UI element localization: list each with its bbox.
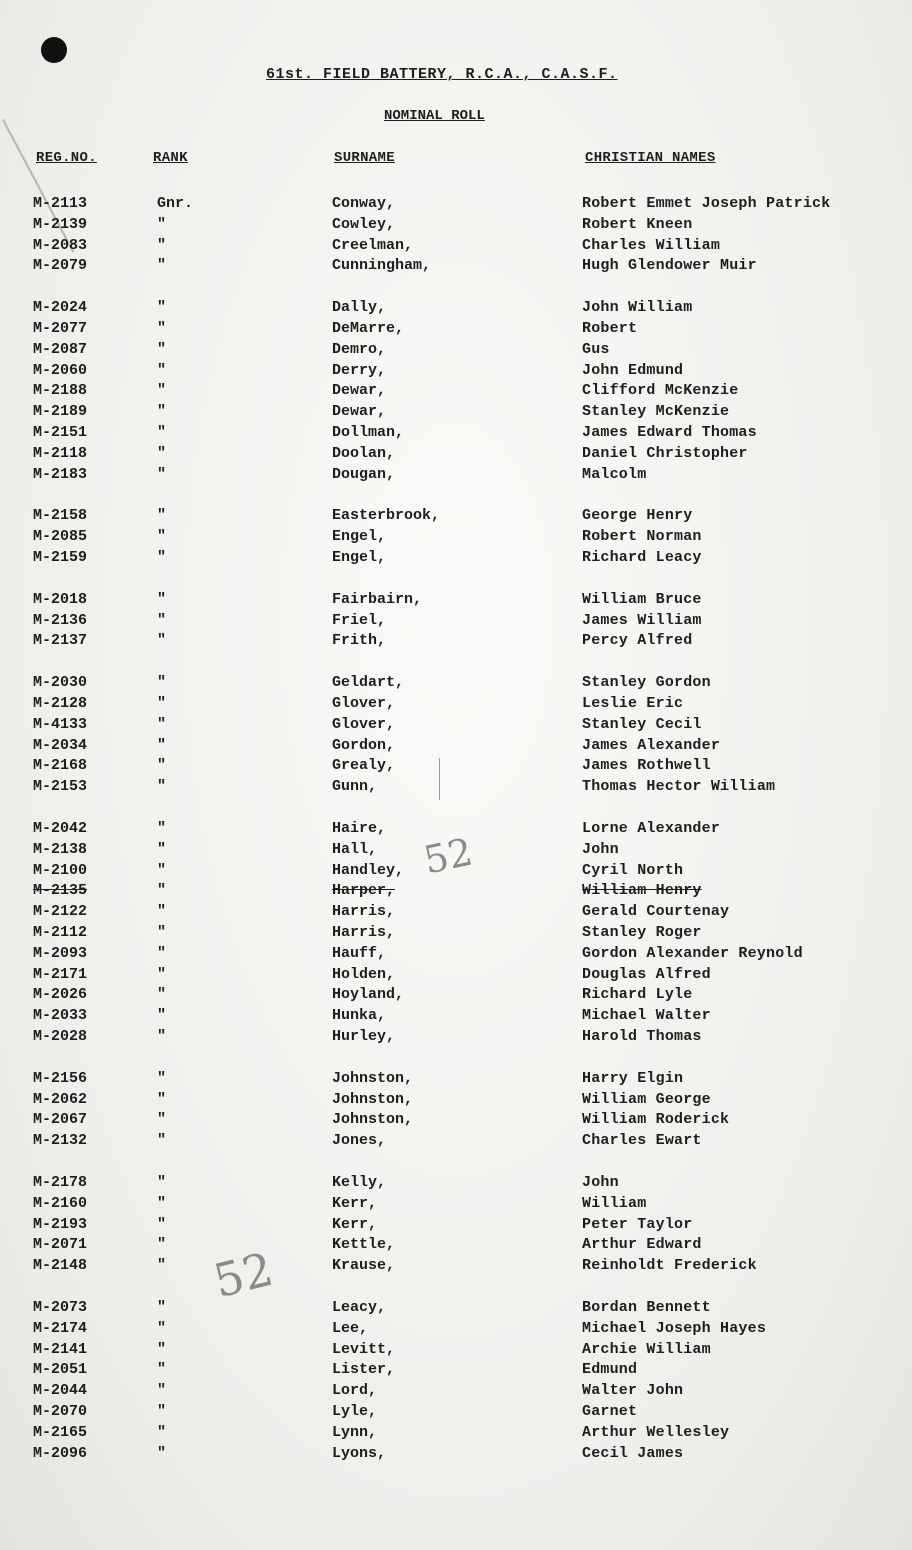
rank-cell: " (157, 549, 167, 566)
christian-names-cell: Bordan Bennett (582, 1299, 711, 1316)
table-row (0, 255, 912, 276)
reg-no-cell: M-2062 (33, 1091, 88, 1108)
surname-cell: Cowley, (332, 216, 396, 233)
reg-no-cell: M-2087 (33, 341, 88, 358)
table-row (0, 505, 912, 526)
reg-no-cell: M-2051 (33, 1361, 88, 1378)
reg-no-cell: M-2135 (33, 882, 88, 899)
rank-cell: " (157, 216, 167, 233)
christian-names-cell: Edmund (582, 1361, 638, 1378)
christian-names-cell: Robert (582, 320, 638, 337)
rank-cell: " (157, 1132, 167, 1149)
surname-cell: Harris, (332, 924, 396, 941)
table-row (0, 1005, 912, 1026)
reg-no-cell: M-2138 (33, 841, 88, 858)
rank-cell: Gnr. (157, 195, 194, 212)
surname-cell: Kerr, (332, 1195, 378, 1212)
surname-cell: Johnston, (332, 1070, 414, 1087)
surname-cell: Hurley, (332, 1028, 396, 1045)
rank-cell: " (157, 966, 167, 983)
christian-names-cell: William Bruce (582, 591, 702, 608)
reg-no-cell: M-2085 (33, 528, 88, 545)
reg-no-cell: M-2112 (33, 924, 88, 941)
christian-names-cell: Leslie Eric (582, 695, 684, 712)
reg-no-cell: M-2083 (33, 237, 88, 254)
reg-no-cell: M-2174 (33, 1320, 88, 1337)
table-row (0, 1401, 912, 1422)
column-header-surname: SURNAME (334, 150, 395, 166)
table-row (0, 1318, 912, 1339)
reg-no-cell: M-2071 (33, 1236, 88, 1253)
surname-cell: DeMarre, (332, 320, 405, 337)
rank-cell: " (157, 320, 167, 337)
surname-cell: Hauff, (332, 945, 387, 962)
column-header-reg-no: REG.NO. (36, 150, 97, 166)
christian-names-cell: William George (582, 1091, 711, 1108)
reg-no-cell: M-2136 (33, 612, 88, 629)
reg-no-cell: M-4133 (33, 716, 88, 733)
surname-cell: Dally, (332, 299, 387, 316)
reg-no-cell: M-2139 (33, 216, 88, 233)
table-row (0, 1193, 912, 1214)
surname-cell: Doolan, (332, 445, 396, 462)
document-subtitle: NOMINAL ROLL (384, 108, 485, 124)
pencil-annotation: 52 (208, 1241, 279, 1309)
rank-cell: " (157, 362, 167, 379)
rank-cell: " (157, 1382, 167, 1399)
christian-names-cell: Harold Thomas (582, 1028, 702, 1045)
reg-no-cell: M-2034 (33, 737, 88, 754)
christian-names-cell: James Edward Thomas (582, 424, 757, 441)
christian-names-cell: John Edmund (582, 362, 684, 379)
reg-no-cell: M-2165 (33, 1424, 88, 1441)
rank-cell: " (157, 612, 167, 629)
reg-no-cell: M-2113 (33, 195, 88, 212)
rank-cell: " (157, 1091, 167, 1108)
christian-names-cell: Gordon Alexander Reynold (582, 945, 803, 962)
rank-cell: " (157, 778, 167, 795)
table-row (0, 1130, 912, 1151)
surname-cell: Lynn, (332, 1424, 378, 1441)
table-row (0, 1359, 912, 1380)
christian-names-cell: Arthur Wellesley (582, 1424, 730, 1441)
reg-no-cell: M-2093 (33, 945, 88, 962)
surname-cell: Johnston, (332, 1111, 414, 1128)
christian-names-cell: Michael Walter (582, 1007, 711, 1024)
table-row (0, 1068, 912, 1089)
christian-names-cell: Robert Kneen (582, 216, 693, 233)
rank-cell: " (157, 757, 167, 774)
column-header-rank: RANK (153, 150, 188, 166)
reg-no-cell: M-2024 (33, 299, 88, 316)
christian-names-cell: Harry Elgin (582, 1070, 684, 1087)
table-row (0, 610, 912, 631)
rank-cell: " (157, 945, 167, 962)
document-title: 61st. FIELD BATTERY, R.C.A., C.A.S.F. (266, 66, 618, 83)
rank-cell: " (157, 1403, 167, 1420)
punch-hole (41, 37, 67, 63)
reg-no-cell: M-2188 (33, 382, 88, 399)
christian-names-cell: Charles Ewart (582, 1132, 702, 1149)
rank-cell: " (157, 1174, 167, 1191)
surname-cell: Kerr, (332, 1216, 378, 1233)
table-row (0, 526, 912, 547)
surname-cell: Lord, (332, 1382, 378, 1399)
christian-names-cell: Thomas Hector William (582, 778, 776, 795)
table-row (0, 547, 912, 568)
christian-names-cell: Gerald Courtenay (582, 903, 730, 920)
table-row (0, 589, 912, 610)
surname-cell: Levitt, (332, 1341, 396, 1358)
table-row (0, 672, 912, 693)
reg-no-cell: M-2189 (33, 403, 88, 420)
reg-no-cell: M-2044 (33, 1382, 88, 1399)
surname-cell: Glover, (332, 695, 396, 712)
table-row (0, 714, 912, 735)
surname-cell: Johnston, (332, 1091, 414, 1108)
reg-no-cell: M-2158 (33, 507, 88, 524)
christian-names-cell: Charles William (582, 237, 721, 254)
table-row (0, 943, 912, 964)
reg-no-cell: M-2073 (33, 1299, 88, 1316)
table-row (0, 422, 912, 443)
reg-no-cell: M-2122 (33, 903, 88, 920)
table-row (0, 1380, 912, 1401)
surname-cell: Dougan, (332, 466, 396, 483)
table-row (0, 318, 912, 339)
table-row (0, 339, 912, 360)
christian-names-cell: Stanley Gordon (582, 674, 711, 691)
christian-names-cell: Arthur Edward (582, 1236, 702, 1253)
christian-names-cell: William Roderick (582, 1111, 730, 1128)
christian-names-cell: Stanley Roger (582, 924, 702, 941)
surname-cell: Krause, (332, 1257, 396, 1274)
surname-cell: Gunn, (332, 778, 378, 795)
table-row (0, 776, 912, 797)
christian-names-cell: Gus (582, 341, 610, 358)
reg-no-cell: M-2141 (33, 1341, 88, 1358)
christian-names-cell: John (582, 1174, 619, 1191)
christian-names-cell: Richard Leacy (582, 549, 702, 566)
christian-names-cell: William (582, 1195, 647, 1212)
christian-names-cell: Percy Alfred (582, 632, 693, 649)
surname-cell: Creelman, (332, 237, 414, 254)
christian-names-cell: Garnet (582, 1403, 638, 1420)
table-row (0, 1026, 912, 1047)
christian-names-cell: Richard Lyle (582, 986, 693, 1003)
rank-cell: " (157, 237, 167, 254)
reg-no-cell: M-2033 (33, 1007, 88, 1024)
rank-cell: " (157, 924, 167, 941)
rank-cell: " (157, 1028, 167, 1045)
surname-cell: Dollman, (332, 424, 405, 441)
christian-names-cell: Cecil James (582, 1445, 684, 1462)
surname-cell: Hoyland, (332, 986, 405, 1003)
surname-cell: Fairbairn, (332, 591, 423, 608)
reg-no-cell: M-2018 (33, 591, 88, 608)
surname-cell: Conway, (332, 195, 396, 212)
reg-no-cell: M-2070 (33, 1403, 88, 1420)
pencil-annotation: 52 (419, 829, 477, 883)
reg-no-cell: M-2168 (33, 757, 88, 774)
reg-no-cell: M-2153 (33, 778, 88, 795)
surname-cell: Demro, (332, 341, 387, 358)
rank-cell: " (157, 257, 167, 274)
table-row (0, 901, 912, 922)
rank-cell: " (157, 737, 167, 754)
reg-no-cell: M-2028 (33, 1028, 88, 1045)
table-row (0, 964, 912, 985)
rank-cell: " (157, 466, 167, 483)
table-row (0, 1339, 912, 1360)
table-row (0, 693, 912, 714)
surname-cell: Leacy, (332, 1299, 387, 1316)
surname-cell: Gordon, (332, 737, 396, 754)
table-row (0, 1172, 912, 1193)
christian-names-cell: Malcolm (582, 466, 647, 483)
surname-cell: Lyons, (332, 1445, 387, 1462)
rank-cell: " (157, 841, 167, 858)
reg-no-cell: M-2118 (33, 445, 88, 462)
table-row (0, 380, 912, 401)
christian-names-cell: Walter John (582, 1382, 684, 1399)
christian-names-cell: James William (582, 612, 702, 629)
christian-names-cell: Douglas Alfred (582, 966, 711, 983)
reg-no-cell: M-2026 (33, 986, 88, 1003)
rank-cell: " (157, 820, 167, 837)
table-row (0, 1255, 912, 1276)
reg-no-cell: M-2079 (33, 257, 88, 274)
reg-no-cell: M-2193 (33, 1216, 88, 1233)
christian-names-cell: Peter Taylor (582, 1216, 693, 1233)
rank-cell: " (157, 1257, 167, 1274)
table-row (0, 214, 912, 235)
surname-cell: Lyle, (332, 1403, 378, 1420)
table-row (0, 1214, 912, 1235)
christian-names-cell: Stanley McKenzie (582, 403, 730, 420)
christian-names-cell: Michael Joseph Hayes (582, 1320, 767, 1337)
surname-cell: Harris, (332, 903, 396, 920)
reg-no-cell: M-2042 (33, 820, 88, 837)
table-row (0, 1443, 912, 1464)
surname-cell: Engel, (332, 549, 387, 566)
rank-cell: " (157, 1216, 167, 1233)
column-header-christian-names: CHRISTIAN NAMES (585, 150, 716, 166)
rank-cell: " (157, 1111, 167, 1128)
rank-cell: " (157, 882, 167, 899)
surname-cell: Engel, (332, 528, 387, 545)
rank-cell: " (157, 862, 167, 879)
surname-cell: Hunka, (332, 1007, 387, 1024)
surname-cell: Geldart, (332, 674, 405, 691)
surname-cell: Lee, (332, 1320, 369, 1337)
surname-cell: Lister, (332, 1361, 396, 1378)
surname-cell: Grealy, (332, 757, 396, 774)
christian-names-cell: Robert Emmet Joseph Patrick (582, 195, 831, 212)
surname-cell: Handley, (332, 862, 405, 879)
table-row (0, 235, 912, 256)
rank-cell: " (157, 507, 167, 524)
christian-names-cell: Archie William (582, 1341, 711, 1358)
surname-cell: Glover, (332, 716, 396, 733)
christian-names-cell: Reinholdt Frederick (582, 1257, 757, 1274)
rank-cell: " (157, 1320, 167, 1337)
rank-cell: " (157, 1236, 167, 1253)
christian-names-cell: Robert Norman (582, 528, 702, 545)
surname-cell: Haire, (332, 820, 387, 837)
rank-cell: " (157, 695, 167, 712)
reg-no-cell: M-2156 (33, 1070, 88, 1087)
rank-cell: " (157, 424, 167, 441)
surname-cell: Dewar, (332, 403, 387, 420)
surname-cell: Cunningham, (332, 257, 432, 274)
rank-cell: " (157, 903, 167, 920)
rank-cell: " (157, 403, 167, 420)
surname-cell: Jones, (332, 1132, 387, 1149)
reg-no-cell: M-2100 (33, 862, 88, 879)
surname-cell: Harper, (332, 882, 396, 899)
christian-names-cell: Lorne Alexander (582, 820, 721, 837)
surname-cell: Holden, (332, 966, 396, 983)
reg-no-cell: M-2060 (33, 362, 88, 379)
christian-names-cell: John William (582, 299, 693, 316)
reg-no-cell: M-2096 (33, 1445, 88, 1462)
reg-no-cell: M-2067 (33, 1111, 88, 1128)
surname-cell: Derry, (332, 362, 387, 379)
rank-cell: " (157, 1070, 167, 1087)
surname-cell: Kelly, (332, 1174, 387, 1191)
table-row (0, 735, 912, 756)
table-row (0, 401, 912, 422)
reg-no-cell: M-2148 (33, 1257, 88, 1274)
christian-names-cell: Stanley Cecil (582, 716, 702, 733)
christian-names-cell: William Henry (582, 882, 702, 899)
table-row (0, 1234, 912, 1255)
surname-cell: Easterbrook, (332, 507, 441, 524)
rank-cell: " (157, 1007, 167, 1024)
table-row (0, 193, 912, 214)
table-row (0, 984, 912, 1005)
table-row (0, 360, 912, 381)
pencil-tick-mark (439, 758, 440, 800)
surname-cell: Kettle, (332, 1236, 396, 1253)
rank-cell: " (157, 445, 167, 462)
christian-names-cell: Clifford McKenzie (582, 382, 739, 399)
rank-cell: " (157, 382, 167, 399)
reg-no-cell: M-2030 (33, 674, 88, 691)
reg-no-cell: M-2128 (33, 695, 88, 712)
rank-cell: " (157, 591, 167, 608)
rank-cell: " (157, 716, 167, 733)
table-row (0, 297, 912, 318)
table-row (0, 1297, 912, 1318)
surname-cell: Hall, (332, 841, 378, 858)
table-row (0, 1089, 912, 1110)
reg-no-cell: M-2132 (33, 1132, 88, 1149)
table-row (0, 443, 912, 464)
reg-no-cell: M-2183 (33, 466, 88, 483)
table-row (0, 755, 912, 776)
rank-cell: " (157, 1361, 167, 1378)
surname-cell: Friel, (332, 612, 387, 629)
table-row (0, 1422, 912, 1443)
reg-no-cell: M-2077 (33, 320, 88, 337)
christian-names-cell: Daniel Christopher (582, 445, 748, 462)
christian-names-cell: Cyril North (582, 862, 684, 879)
reg-no-cell: M-2178 (33, 1174, 88, 1191)
surname-cell: Frith, (332, 632, 387, 649)
table-row (0, 464, 912, 485)
rank-cell: " (157, 986, 167, 1003)
rank-cell: " (157, 674, 167, 691)
christian-names-cell: James Alexander (582, 737, 721, 754)
rank-cell: " (157, 1445, 167, 1462)
christian-names-cell: Hugh Glendower Muir (582, 257, 757, 274)
rank-cell: " (157, 1424, 167, 1441)
table-row (0, 880, 912, 901)
reg-no-cell: M-2171 (33, 966, 88, 983)
rank-cell: " (157, 299, 167, 316)
table-row (0, 630, 912, 651)
table-row (0, 922, 912, 943)
christian-names-cell: John (582, 841, 619, 858)
rank-cell: " (157, 632, 167, 649)
reg-no-cell: M-2159 (33, 549, 88, 566)
reg-no-cell: M-2137 (33, 632, 88, 649)
rank-cell: " (157, 528, 167, 545)
reg-no-cell: M-2160 (33, 1195, 88, 1212)
christian-names-cell: George Henry (582, 507, 693, 524)
reg-no-cell: M-2151 (33, 424, 88, 441)
table-row (0, 1109, 912, 1130)
rank-cell: " (157, 1341, 167, 1358)
christian-names-cell: James Rothwell (582, 757, 711, 774)
rank-cell: " (157, 1299, 167, 1316)
rank-cell: " (157, 1195, 167, 1212)
rank-cell: " (157, 341, 167, 358)
surname-cell: Dewar, (332, 382, 387, 399)
